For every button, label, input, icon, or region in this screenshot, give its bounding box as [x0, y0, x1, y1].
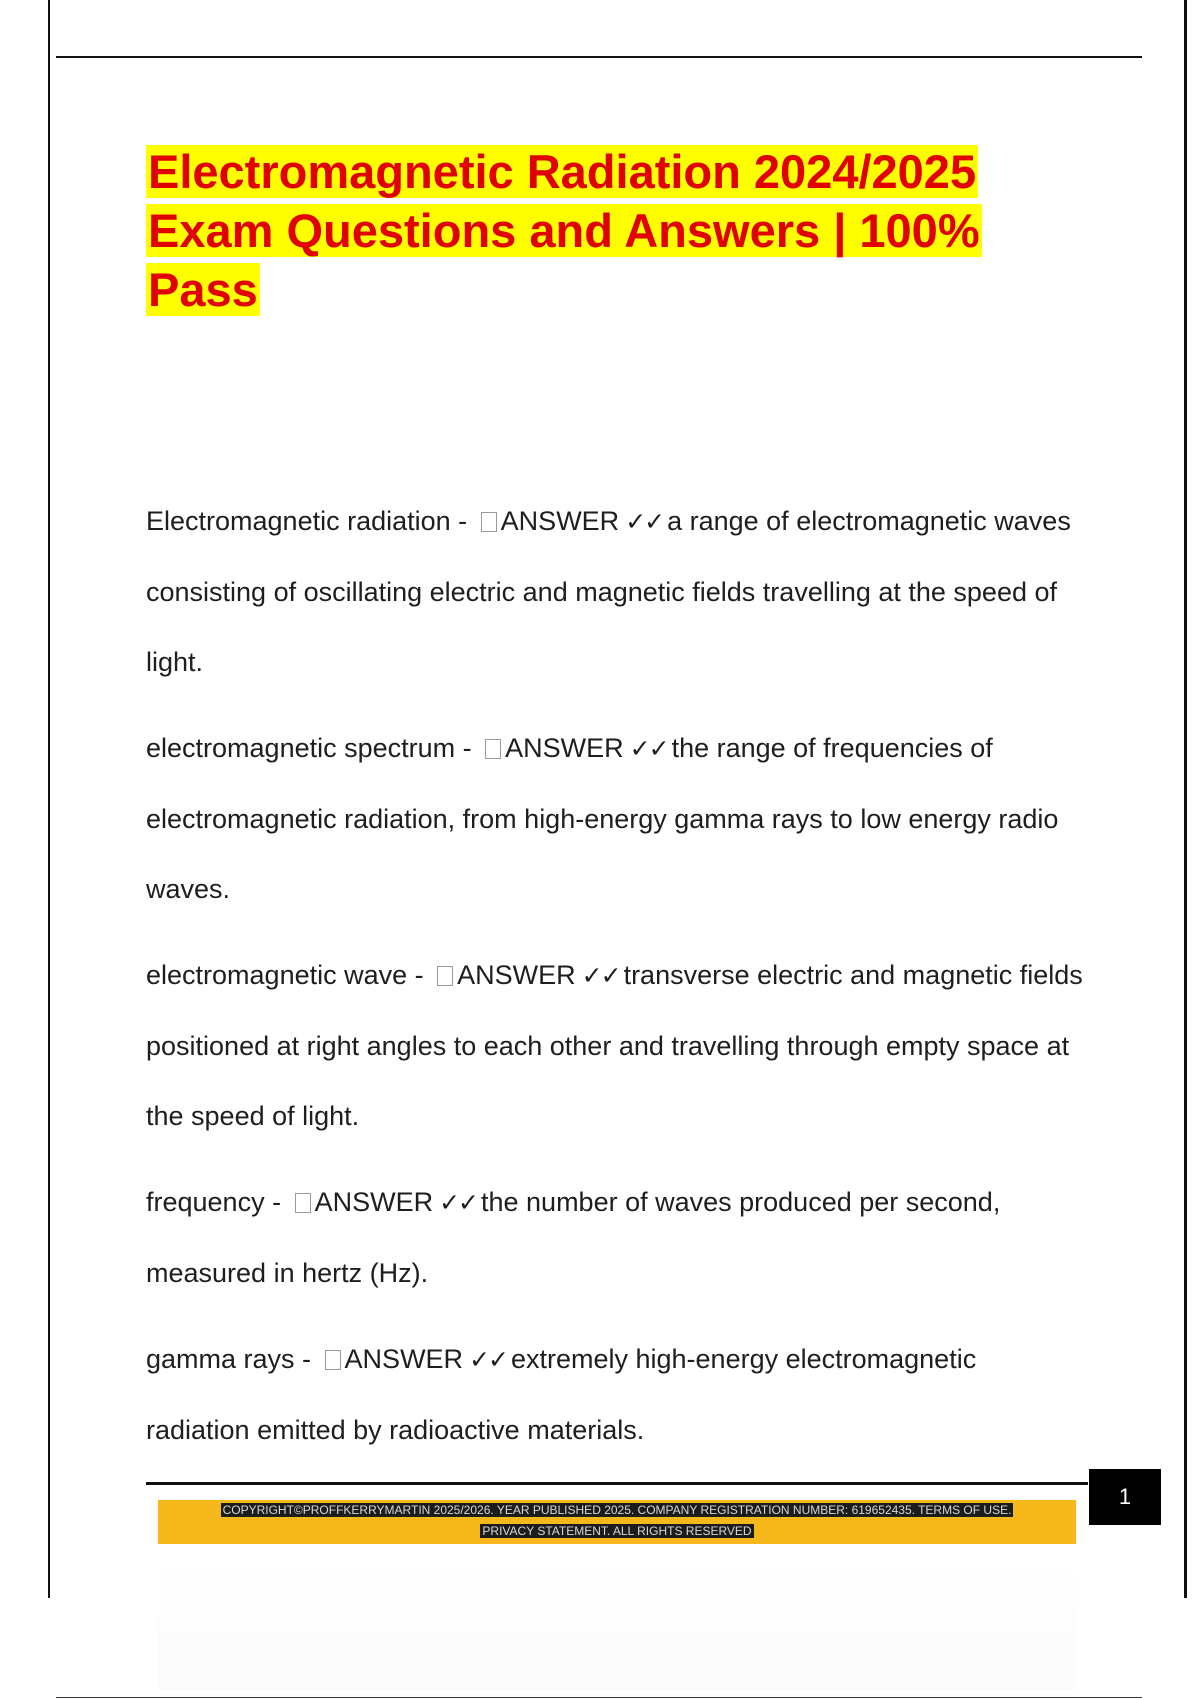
page-border-left [48, 0, 50, 1598]
qa-definition: the range of frequencies of electromagnetic radiation, from high-energy gamma rays to low energy radio waves. [146, 733, 1059, 904]
qa-entry: electromagnetic wave - ANSWER ✓✓ transverse electric and magnetic fields positioned at right angles to each other and travelling through empty space at the speed of light. [146, 960, 1083, 1131]
answer-label: ANSWER [344, 1344, 464, 1374]
qa-definition: extremely high-energy electromagnetic radiation emitted by radioactive materials. [146, 1344, 977, 1445]
answer-label: ANSWER [457, 960, 576, 990]
qa-term: gamma rays [146, 1344, 295, 1374]
double-check-icon: ✓✓ [581, 961, 620, 990]
answer-label: ANSWER [314, 1187, 434, 1217]
double-check-icon: ✓✓ [439, 1188, 477, 1217]
qa-list [146, 486, 1086, 1481]
box-icon [481, 512, 497, 532]
qa-entry: gamma rays - ANSWER ✓✓ extremely high-energy electromagnetic radiation emitted by radioactive materials. [146, 1344, 977, 1445]
qa-entry: frequency - ANSWER ✓✓ the number of waves produced per second, measured in hertz (Hz). [146, 1187, 1001, 1288]
page-shade [158, 1560, 1076, 1690]
page-number: 1 [1089, 1469, 1161, 1525]
qa-definition: the number of waves produced per second, measured in hertz (Hz). [146, 1187, 1001, 1288]
qa-term: electromagnetic spectrum [146, 733, 456, 763]
copyright-line-1: COPYRIGHT©PROFFKERRYMARTIN 2025/2026. YEAR PUBLISHED 2025. COMPANY REGISTRATION NUMBER: 619652435. TERMS OF USE. [222, 1503, 1012, 1517]
double-check-icon: ✓✓ [469, 1345, 507, 1374]
document-title [146, 142, 1046, 319]
footer-rule [146, 1482, 1088, 1485]
header-rule [56, 56, 1142, 58]
page-bottom-rule [56, 1697, 1142, 1698]
qa-term: Electromagnetic radiation [146, 506, 451, 536]
answer-label: ANSWER [500, 506, 620, 536]
double-check-icon: ✓✓ [629, 734, 668, 763]
document-title-text: Electromagnetic Radiation 2024/2025 Exam Questions and Answers | 100% Pass [148, 145, 980, 316]
box-icon [295, 1193, 311, 1213]
double-check-icon: ✓✓ [625, 507, 664, 536]
copyright-line-2: PRIVACY STATEMENT. ALL RIGHTS RESERVED [482, 1524, 752, 1538]
box-icon [437, 966, 453, 986]
qa-entry: Electromagnetic radiation - ANSWER ✓✓ a range of electromagnetic waves consisting of oscillating electric and magnetic fields travelling at the speed of light. [146, 506, 1071, 677]
box-icon [485, 739, 501, 759]
qa-term: electromagnetic wave [146, 960, 408, 990]
page-border-right [1184, 0, 1187, 1598]
copyright-footer [158, 1500, 1076, 1544]
qa-entry: electromagnetic spectrum - ANSWER ✓✓ the range of frequencies of electromagnetic radiation, from high-energy gamma rays to low energy radio waves. [146, 733, 1059, 904]
answer-label: ANSWER [505, 733, 624, 763]
qa-term: frequency [146, 1187, 265, 1217]
box-icon [325, 1350, 341, 1370]
qa-definition: transverse electric and magnetic fields positioned at right angles to each other and travelling through empty space at the speed of light. [146, 960, 1083, 1131]
qa-definition: a range of electromagnetic waves consisting of oscillating electric and magnetic fields travelling at the speed of light. [146, 506, 1071, 677]
